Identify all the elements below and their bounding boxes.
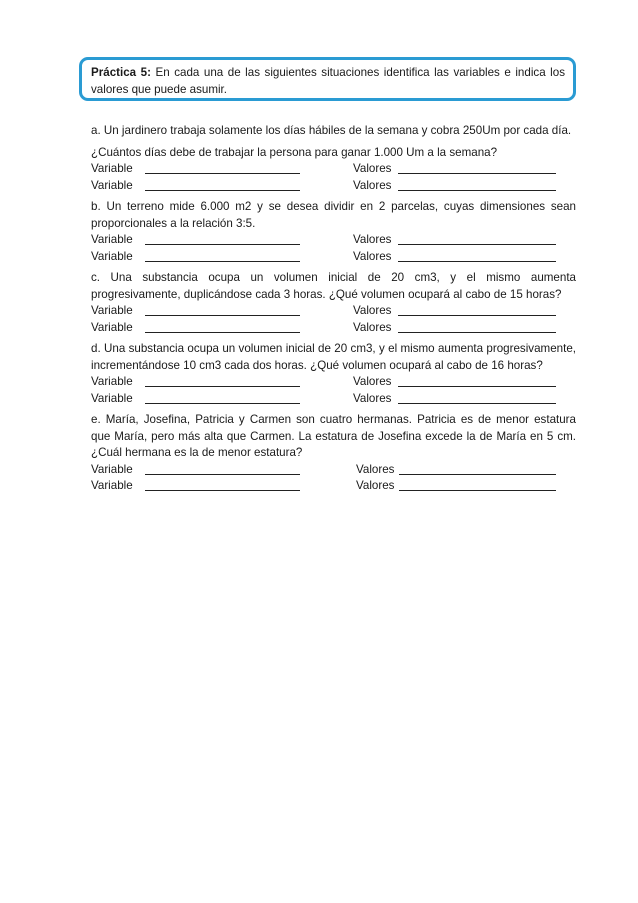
variable-blank[interactable] (145, 173, 300, 174)
variable-label: Variable (91, 320, 133, 334)
exercise-list (91, 123, 576, 495)
answer-row (91, 178, 576, 195)
variable-blank[interactable] (145, 386, 300, 387)
variable-label: Variable (91, 479, 133, 492)
answer-row (91, 303, 576, 320)
exercise-c-line1: c. Una substancia ocupa un volumen inicial de 20 cm3, y el mismo aumenta (91, 271, 576, 284)
exercise-a-question: ¿Cuántos días debe de trabajar la persona para ganar 1.000 Um a la semana? (91, 145, 498, 159)
valores-blank[interactable] (399, 474, 556, 475)
answer-row (91, 391, 576, 408)
exercise-c-line2: progresivamente, duplicándose cada 3 horas. ¿Qué volumen ocupará al cabo de 15 horas? (91, 287, 562, 301)
valores-label: Valores (353, 233, 392, 246)
exercise-d-text: d. Una substancia ocupa un volumen inicial de 20 cm3, y el mismo aumenta progresivamente, incrementándose 10 cm3 cada dos horas. ¿Qué volumen ocupará al cabo de 16 horas? (91, 342, 576, 372)
answer-row (91, 249, 576, 266)
valores-blank[interactable] (399, 490, 556, 491)
valores-label: Valores (356, 462, 395, 476)
exercise-e-line3: ¿Cuál hermana es la de menor estatura? (91, 446, 303, 459)
variable-blank[interactable] (145, 244, 300, 245)
valores-blank[interactable] (398, 261, 556, 262)
valores-blank[interactable] (398, 332, 556, 333)
valores-blank[interactable] (398, 190, 556, 191)
variable-label: Variable (91, 249, 133, 263)
exercise-e-line1: e. María, Josefina, Patricia y Carmen son cuatro hermanas. Patricia es de menor estatura (91, 413, 576, 426)
valores-blank[interactable] (398, 403, 556, 404)
variable-label: Variable (91, 375, 133, 388)
answer-row (91, 320, 576, 337)
practice-instructions: En cada una de las siguientes situaciones identifica las variables e indica los valores que puede asumir. (91, 66, 565, 96)
exercise-b-text: b. Un terreno mide 6.000 m2 y se desea dividir en 2 parcelas, cuyas dimensiones sean proporcionales a la relación 3:5. (91, 200, 576, 230)
variable-label: Variable (91, 304, 133, 317)
variable-blank[interactable] (145, 474, 300, 475)
valores-label: Valores (353, 304, 392, 317)
valores-label: Valores (353, 249, 392, 263)
valores-label: Valores (353, 320, 392, 334)
valores-label: Valores (353, 162, 392, 175)
exercise-a-text: a. Un jardinero trabaja solamente los días hábiles de la semana y cobra 250Um por cada día. (91, 124, 572, 137)
variable-label: Variable (91, 162, 133, 175)
valores-blank[interactable] (398, 244, 556, 245)
valores-label: Valores (353, 391, 392, 405)
answer-row (91, 462, 576, 479)
variable-label: Variable (91, 178, 133, 192)
variable-label: Variable (91, 233, 133, 246)
answer-row (91, 374, 576, 391)
valores-label: Valores (353, 375, 392, 388)
practice-header-box (79, 57, 576, 101)
variable-blank[interactable] (145, 332, 300, 333)
variable-blank[interactable] (145, 190, 300, 191)
variable-blank[interactable] (145, 490, 300, 491)
valores-blank[interactable] (398, 315, 556, 316)
variable-blank[interactable] (145, 261, 300, 262)
practice-title: Práctica 5: (91, 66, 151, 79)
answer-row (91, 478, 576, 495)
variable-blank[interactable] (145, 315, 300, 316)
valores-blank[interactable] (398, 386, 556, 387)
variable-label: Variable (91, 462, 133, 476)
variable-label: Variable (91, 391, 133, 405)
valores-label: Valores (353, 178, 392, 192)
exercise-e-line2: que María, pero más alta que Carmen. La estatura de Josefina excede la de María en 5 cm. (91, 429, 576, 443)
variable-blank[interactable] (145, 403, 300, 404)
answer-row (91, 232, 576, 249)
answer-row (91, 161, 576, 178)
valores-label: Valores (356, 479, 395, 492)
valores-blank[interactable] (398, 173, 556, 174)
